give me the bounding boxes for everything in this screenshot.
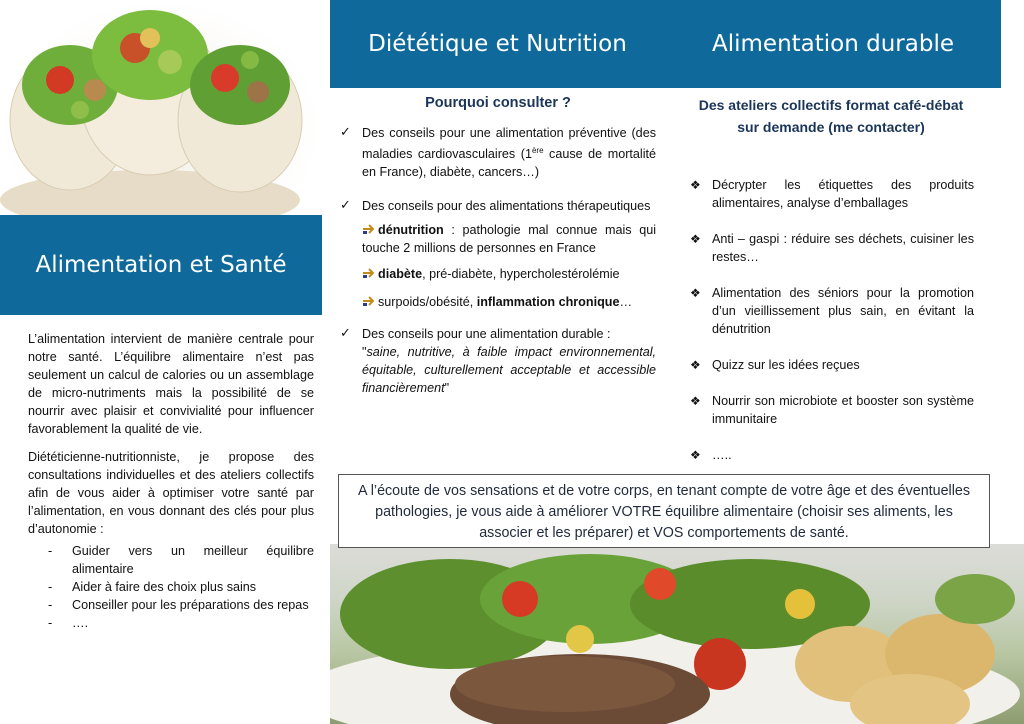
list-item: ✓ Des conseils pour des alimentations thérapeutiques dénutrition : pathologie mal connue mais qui touche 2 millions de personnes en France diabète, pré-diabète, hypercholestérolémie surpoids/obésité, inflammation chronique… — [340, 197, 656, 310]
arrow-bullet-icon — [362, 295, 374, 307]
check-icon: ✓ — [340, 197, 351, 213]
list-item: - Guider vers un meilleur équilibre alimentaire — [48, 544, 314, 576]
left-column — [28, 330, 314, 632]
middle-column — [340, 92, 656, 413]
section-heading: Pourquoi consulter ? — [425, 95, 571, 111]
diamond-bullet-icon: ❖ — [690, 448, 701, 462]
banner-title: Alimentation et Santé — [35, 252, 287, 278]
list-item: ❖ Alimentation des séniors pour la promotion d’un vieillissement plus sain, en évitant la dénutrition — [690, 286, 974, 336]
intro-paragraph: L’alimentation intervient de manière centrale pour notre santé. L’équilibre alimentaire n’est pas seulement un calcul de calories ou un assemblage de micro-nutriments mais la possibilité de se nourrir avec plaisir et convivialité pour influencer favorablement la qualité de vie. — [28, 332, 314, 436]
list-item: ❖ Décrypter les étiquettes des produits alimentaires, analyse d’emballages — [690, 178, 974, 210]
list-item: - Conseiller pour les préparations des repas — [48, 598, 309, 612]
salad-illustration — [330, 544, 1024, 724]
list-item: ❖ Anti – gaspi : réduire ses déchets, cuisiner les restes… — [690, 232, 974, 264]
right-column — [688, 92, 974, 482]
banner-title: Diététique et Nutrition — [368, 31, 627, 57]
list-item: - Aider à faire des choix plus sains — [48, 580, 257, 594]
list-item: ✓ Des conseils pour une alimentation durable : "saine, nutritive, à faible impact environnemental, équitable, culturellement acceptable et accessible financièrement" — [340, 325, 656, 396]
list-item: - …. — [48, 616, 89, 630]
services-list — [28, 542, 314, 632]
diamond-bullet-icon: ❖ — [690, 358, 701, 372]
banner-alimentation-sante — [0, 215, 322, 315]
summary-text: A l’écoute de vos sensations et de votre corps, en tenant compte de votre âge et des éventuelles pathologies, je vous aide à améliorer VOTRE équilibre alimentaire (choisir ses aliments, les associer et les préparer) et VOS comportements de santé. — [358, 483, 970, 541]
list-item: ❖ Nourrir son microbiote et booster son système immunitaire — [690, 394, 974, 426]
diamond-bullet-icon: ❖ — [690, 178, 701, 192]
sub-list-item: dénutrition : pathologie mal connue mais qui touche 2 millions de personnes en France — [362, 223, 656, 256]
wraps-illustration — [0, 0, 322, 215]
diamond-bullet-icon: ❖ — [690, 232, 701, 246]
check-icon: ✓ — [340, 124, 351, 139]
banner-dietetique-nutrition — [330, 0, 665, 88]
banner-title: Alimentation durable — [712, 31, 954, 57]
summary-box — [338, 474, 990, 548]
banner-alimentation-durable — [665, 0, 1001, 88]
list-item: ✓ Des conseils pour une alimentation préventive (des maladies cardiovasculaires (1ère cause de mortalité en France), diabète, cancers…) — [340, 124, 657, 180]
section-heading: Des ateliers collectifs format café-débat sur demande (me contacter) — [698, 97, 964, 135]
list-item: ❖ Quizz sur les idées reçues — [690, 358, 860, 372]
sub-list-item: diabète, pré-diabète, hypercholestérolémie — [362, 265, 656, 283]
arrow-bullet-icon — [362, 223, 374, 235]
wraps-photo — [0, 0, 322, 215]
presentation-paragraph: Diététicienne-nutritionniste, je propose des consultations individuelles et des ateliers collectifs afin de vous aider à optimiser votre santé par l’alimentation, en vous donnant des clés pour plus d’autonomie : — [28, 450, 314, 536]
arrow-bullet-icon — [362, 267, 374, 279]
salad-photo — [330, 544, 1024, 724]
list-item: ❖ ….. — [690, 448, 732, 462]
diamond-bullet-icon: ❖ — [690, 394, 701, 408]
sub-list-item: surpoids/obésité, inflammation chronique… — [362, 293, 656, 311]
diamond-bullet-icon: ❖ — [690, 286, 701, 300]
check-icon: ✓ — [340, 325, 351, 341]
